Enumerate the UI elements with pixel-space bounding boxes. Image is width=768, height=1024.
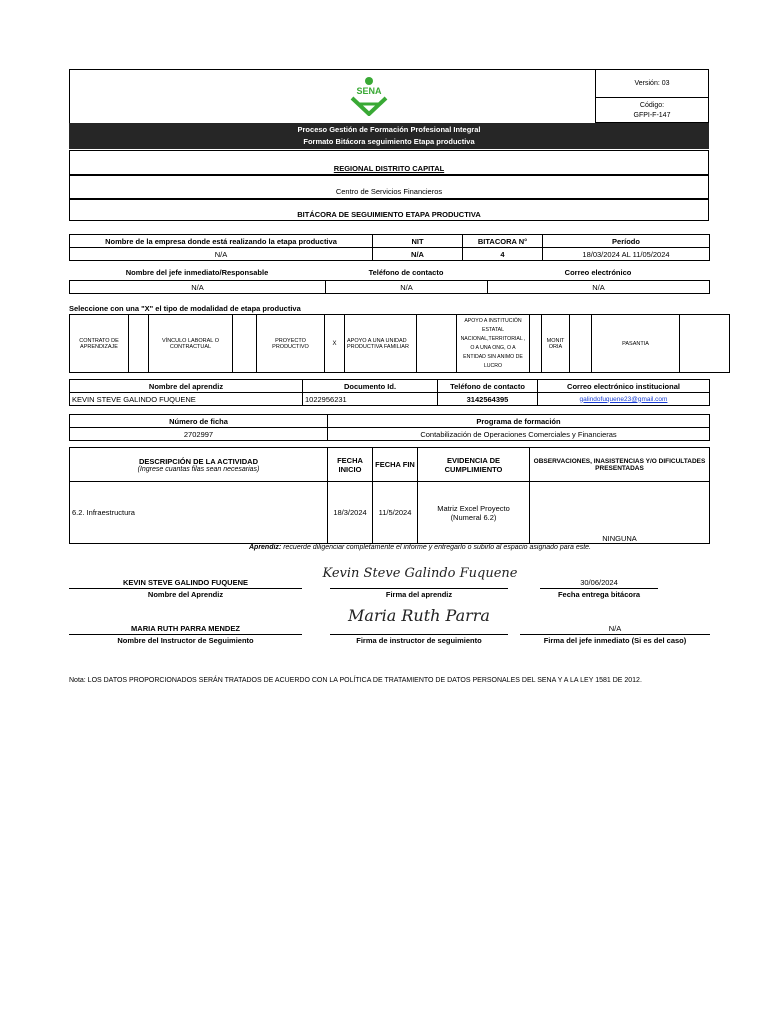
- title-row: [69, 199, 709, 221]
- company-name-label: Nombre de la empresa donde está realizando la etapa productiva: [70, 235, 373, 248]
- version-box: [595, 69, 709, 123]
- activities-table: [69, 447, 710, 544]
- boss-name-value: N/A: [70, 281, 326, 294]
- reminder: [140, 544, 700, 551]
- sena-logo: [344, 76, 394, 116]
- ficha-value: 2702997: [70, 428, 328, 441]
- boss-phone-label: Teléfono de contacto: [368, 268, 444, 277]
- reminder-bold: Aprendiz:: [248, 544, 282, 551]
- instructor-name-line: [69, 634, 302, 635]
- nit-value: N/A: [373, 248, 463, 261]
- apprentice-name-label: Nombre del aprendiz: [70, 380, 303, 393]
- regional-row: [69, 150, 709, 175]
- apprentice-signature-label: Firma del aprendiz: [385, 590, 453, 599]
- modality-family-unit: APOYO A UNA UNIDAD PRODUCTIVA FAMILIAR: [345, 315, 417, 373]
- logo-text: SENA: [356, 86, 382, 96]
- modality-contract: CONTRATO DE APRENDIZAJE: [70, 315, 129, 373]
- apprentice-doc-label: Documento Id.: [303, 380, 438, 393]
- modality-contract-mark[interactable]: [129, 315, 149, 373]
- form-title: BITÁCORA DE SEGUIMIENTO ETAPA PRODUCTIVA: [297, 209, 481, 219]
- modality-labor: VÍNCULO LABORAL O CONTRACTUAL: [149, 315, 233, 373]
- activity-desc-sub: (Ingrese cuantas filas sean necesarias): [137, 465, 260, 473]
- version-cell: [596, 70, 708, 98]
- company-table: [69, 234, 710, 261]
- boss-email-label: Correo electrónico: [564, 268, 632, 277]
- modality-monitoring: MONIT ORIA: [542, 315, 570, 373]
- version: Versión: 03: [634, 80, 670, 87]
- delivery-date-line: [540, 588, 658, 589]
- modality-prompt: Seleccione con una "X" el tipo de modalidad de etapa productiva: [69, 304, 301, 313]
- end-date-label: FECHA FIN: [373, 448, 418, 482]
- reminder-text: recuerde diligenciar completamente el informe y entregarlo o subirlo al espacio asignado para este.: [281, 544, 591, 551]
- apprentice-phone-label: Teléfono de contacto: [438, 380, 538, 393]
- delivery-date-label: Fecha entrega bitácora: [557, 590, 641, 599]
- apprentice-name-line: [69, 588, 302, 589]
- instructor-signature-line: [330, 634, 508, 635]
- process-banner: [69, 123, 709, 149]
- boss-email-value: N/A: [488, 281, 710, 294]
- activity-evidence: Matriz Excel Proyecto (Numeral 6.2): [418, 482, 530, 544]
- apprentice-signature: Kevin Steve Galindo Fuquene: [322, 566, 518, 581]
- evidence-label: EVIDENCIA DE CUMPLIMIENTO: [418, 448, 530, 482]
- regional: REGIONAL DISTRITO CAPITAL: [333, 164, 445, 173]
- company-name-value: N/A: [70, 248, 373, 261]
- activity-desc: 6.2. Infraestructura: [70, 482, 328, 544]
- modality-monitoring-mark[interactable]: [570, 315, 592, 373]
- modality-labor-mark[interactable]: [233, 315, 257, 373]
- center-name: Centro de Servicios Financieros: [335, 186, 443, 196]
- process-title: Proceso Gestión de Formación Profesional Integral: [297, 125, 481, 134]
- bitacora-value: 4: [463, 248, 543, 261]
- modality-table: [69, 314, 730, 373]
- nit-label: NIT: [373, 235, 463, 248]
- modality-project-mark[interactable]: X: [325, 315, 345, 373]
- ficha-label: Número de ficha: [70, 415, 328, 428]
- modality-institution: APOYO A INSTITUCIÓN ESTATAL NACIONAL,TERRITORIAL , O A UNA ONG, O A ENTIDAD SIN ANIMO DE LUCRO: [457, 315, 530, 373]
- observations-label: OBSERVACIONES, INASISTENCIAS Y/O DIFICULTADES PRESENTADAS: [530, 448, 710, 482]
- code-value: GFPI-F-147: [633, 112, 671, 119]
- code-label: Código:: [639, 102, 665, 109]
- period-value: 18/03/2024 AL 11/05/2024: [543, 248, 710, 261]
- apprentice-phone-value: 3142564395: [438, 393, 538, 406]
- activity-end: 11/5/2024: [373, 482, 418, 544]
- boss-phone-value: N/A: [326, 281, 488, 294]
- boss-signature: N/A: [608, 624, 622, 633]
- activity-desc-label: DESCRIPCIÓN DE LA ACTIVIDAD: [138, 456, 259, 466]
- delivery-date: 30/06/2024: [580, 578, 618, 587]
- modality-project: PROYECTO PRODUCTIVO: [257, 315, 325, 373]
- start-date-label: FECHA INICIO: [328, 448, 373, 482]
- boss-name-label: Nombre del jefe inmediato/Responsable: [125, 268, 269, 277]
- boss-signature-label: Firma del jefe inmediato (Si es del caso): [543, 636, 687, 645]
- apprentice-name-signed-label: Nombre del Aprendiz: [147, 590, 224, 599]
- activity-start: 18/3/2024: [328, 482, 373, 544]
- modality-institution-mark[interactable]: [530, 315, 542, 373]
- modality-internship: PASANTIA: [592, 315, 680, 373]
- modality-family-unit-mark[interactable]: [417, 315, 457, 373]
- period-label: Período: [543, 235, 710, 248]
- activity-observations: NINGUNA: [530, 482, 710, 544]
- program-table: [69, 414, 710, 441]
- program-label: Programa de formación: [328, 415, 710, 428]
- activity-row: [70, 482, 710, 544]
- instructor-signature-label: Firma de instructor de seguimiento: [356, 636, 482, 645]
- apprentice-email-link[interactable]: galindofuquene23@gmail.com: [579, 395, 668, 403]
- instructor-name: MARIA RUTH PARRA MENDEZ: [131, 624, 240, 633]
- apprentice-table: [69, 379, 710, 406]
- apprentice-name-value: KEVIN STEVE GALINDO FUQUENE: [70, 393, 303, 406]
- boss-table: [69, 280, 710, 294]
- boss-signature-line: [520, 634, 710, 635]
- program-value: Contabilización de Operaciones Comerciales y Financieras: [328, 428, 710, 441]
- apprentice-name-signed: KEVIN STEVE GALINDO FUQUENE: [122, 578, 248, 587]
- apprentice-email-label: Correo electrónico institucional: [538, 380, 710, 393]
- format-title: Formato Bitácora seguimiento Etapa productiva: [303, 137, 475, 146]
- center-row: [69, 175, 709, 199]
- instructor-name-label: Nombre del Instructor de Seguimiento: [117, 636, 254, 645]
- apprentice-doc-value: 1022956231: [303, 393, 438, 406]
- bitacora-label: BITACORA N°: [463, 235, 543, 248]
- instructor-signature: Maria Ruth Parra: [348, 606, 490, 625]
- apprentice-signature-line: [330, 588, 508, 589]
- modality-internship-mark[interactable]: [680, 315, 730, 373]
- privacy-note: Nota: LOS DATOS PROPORCIONADOS SERÁN TRATADOS DE ACUERDO CON LA POLÍTICA DE TRATAMIENTO DE DATOS PERSONALES DEL SENA Y A LA LEY 1581 DE 2012.: [69, 677, 642, 684]
